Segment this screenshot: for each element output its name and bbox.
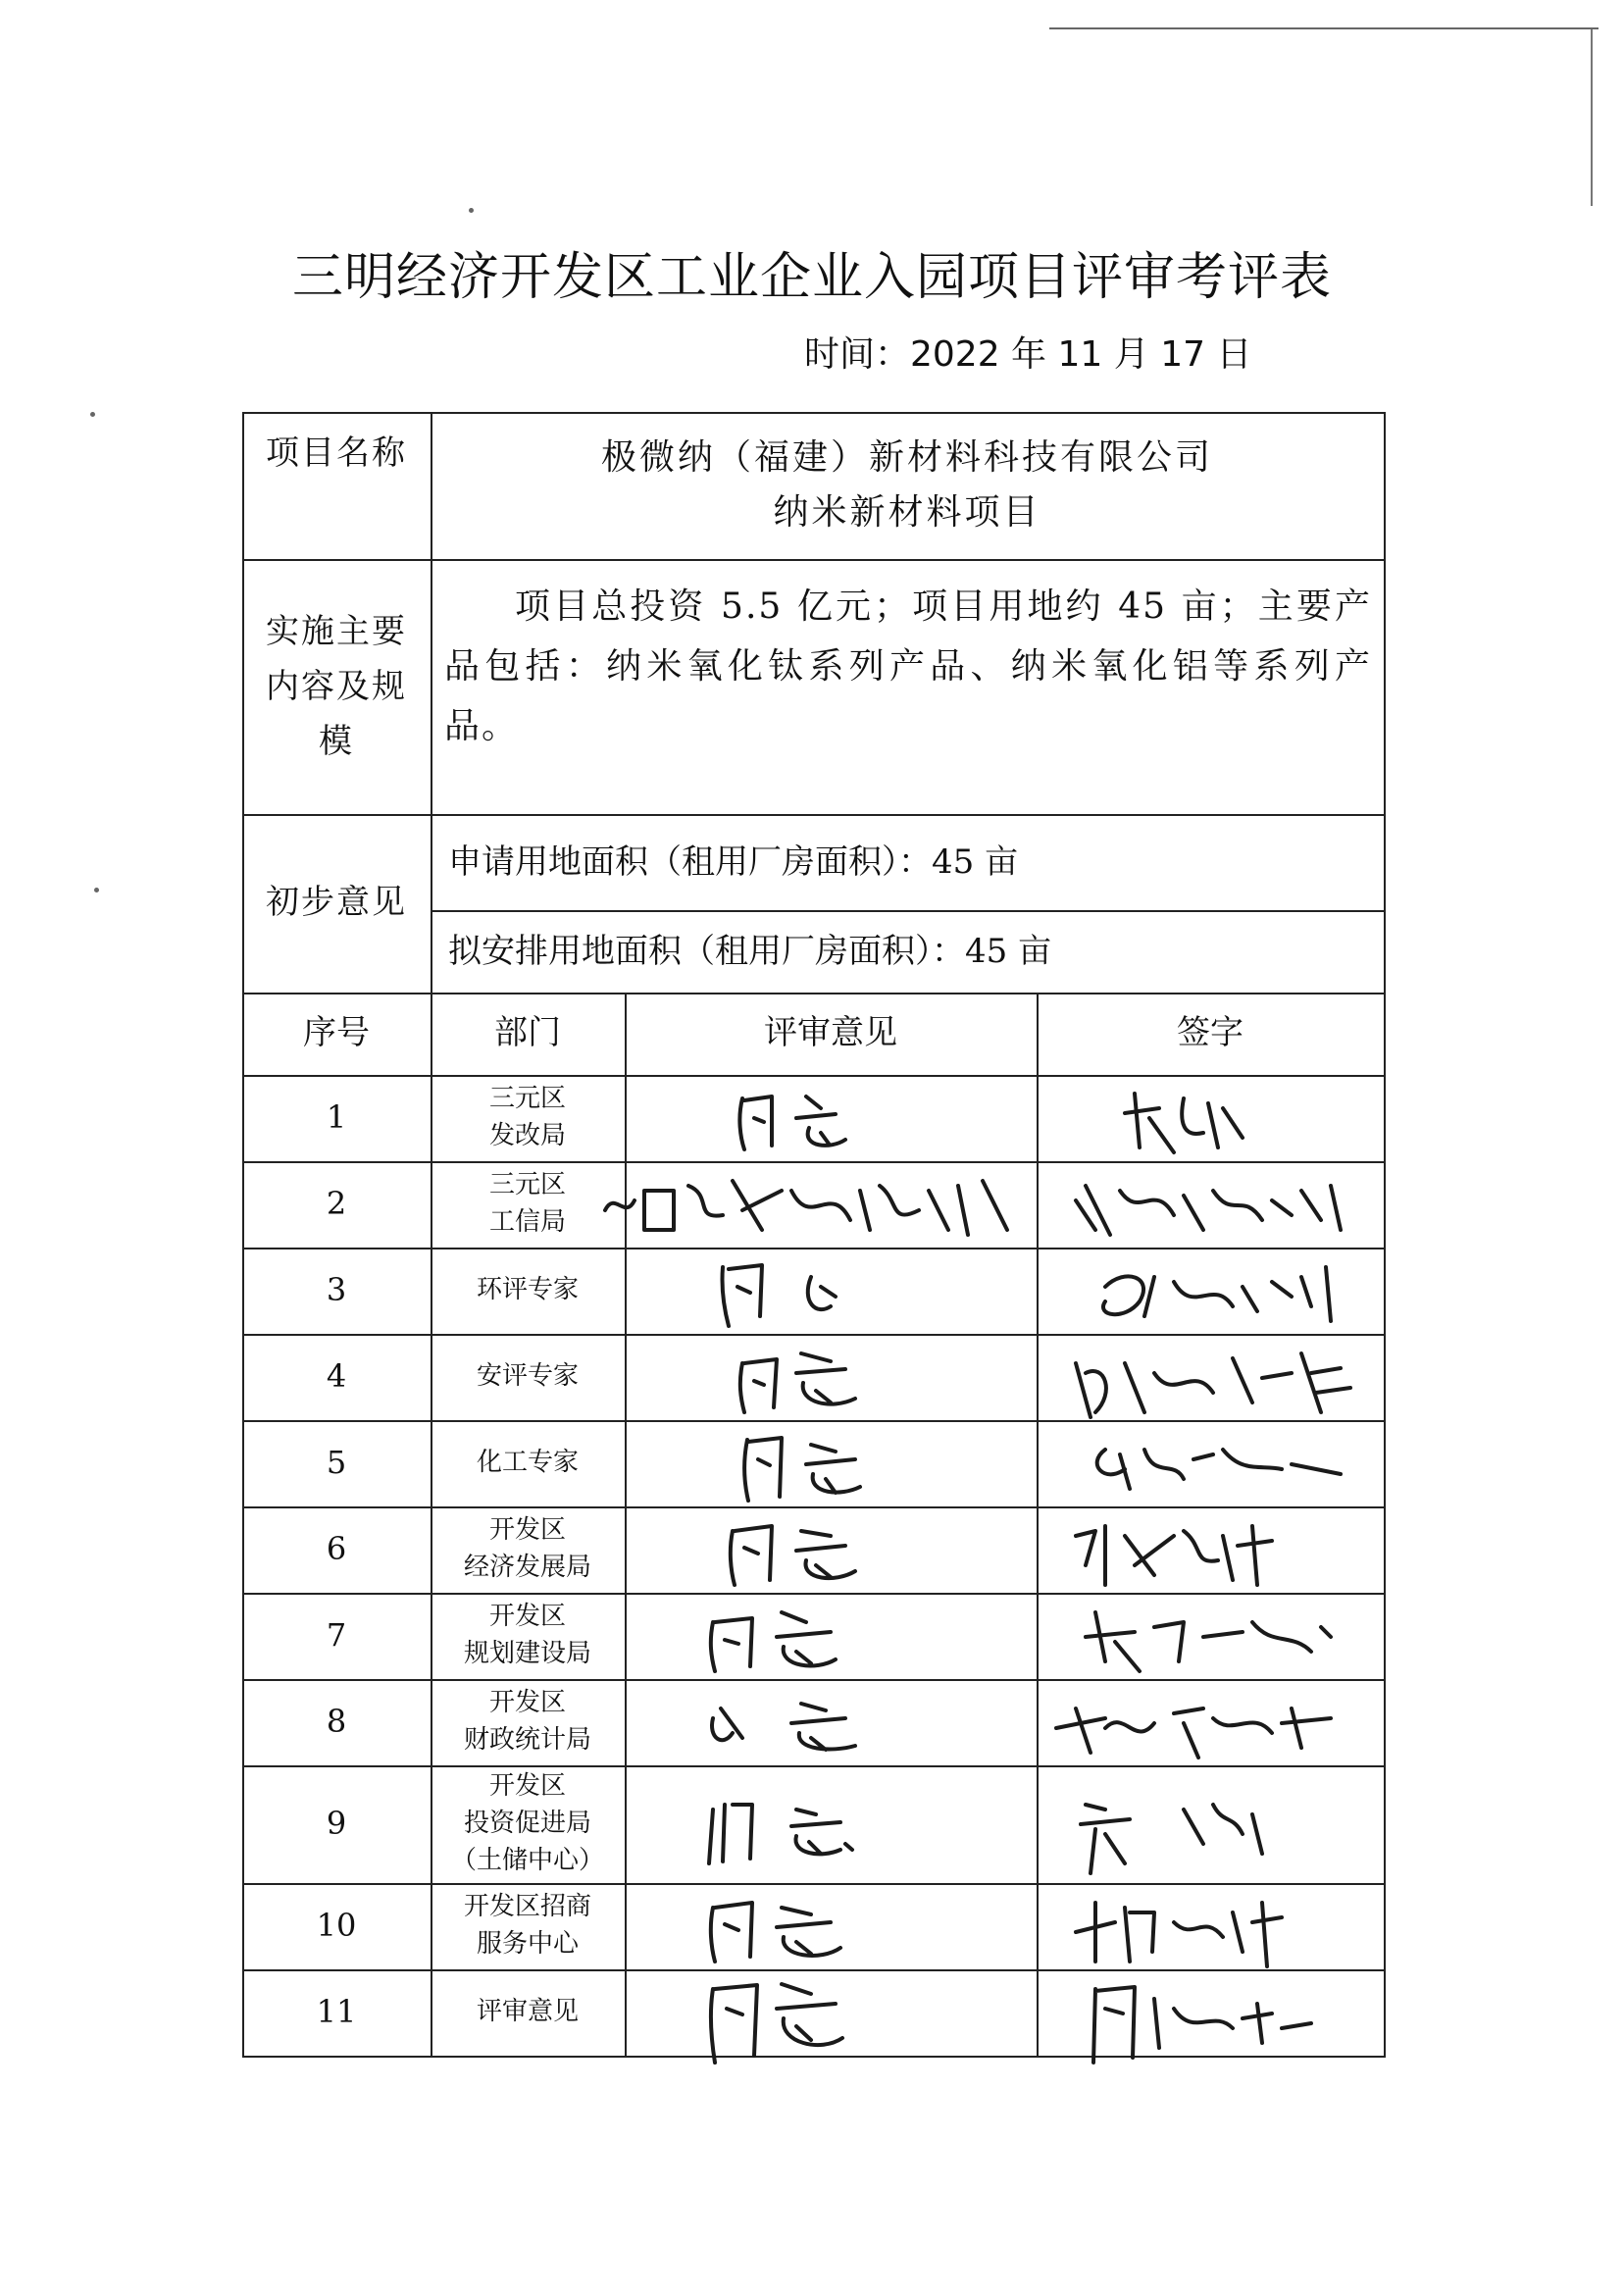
handwritten-opinion	[634, 1969, 1027, 2067]
row-no: 5	[326, 1444, 347, 1482]
row-dept: 开发区 规划建设局	[463, 1602, 591, 1668]
handwritten-opinion	[634, 1248, 1027, 1334]
handwritten-opinion	[634, 1506, 1027, 1593]
scan-speck	[469, 208, 474, 213]
handwritten-opinion	[634, 1420, 1027, 1506]
project-name	[431, 412, 1384, 559]
handwritten-opinion	[634, 1679, 1027, 1765]
handwritten-signature	[1046, 1969, 1380, 2067]
header-opinion: 评审意见	[764, 1013, 897, 1053]
header-dept: 部门	[494, 1013, 561, 1053]
handwritten-signature	[1046, 1679, 1380, 1765]
handwritten-signature	[1046, 1420, 1380, 1506]
row-no: 7	[326, 1616, 347, 1655]
scope-label: 实施主要内容及规模	[266, 611, 407, 762]
row-no: 11	[316, 1993, 357, 2031]
scan-edge-line-vertical	[1591, 29, 1593, 206]
row-no: 6	[326, 1530, 347, 1568]
row-dept: 化工专家	[476, 1448, 579, 1478]
row-dept: 开发区招商 服务中心	[463, 1892, 591, 1959]
row-no: 8	[326, 1703, 347, 1741]
row-dept: 开发区 财政统计局	[463, 1688, 591, 1755]
handwritten-signature	[1046, 1593, 1380, 1679]
row-dept: 开发区 投资促进局 （土储中心）	[450, 1771, 604, 1875]
row-dept: 评审意见	[476, 1997, 579, 2027]
row-no: 4	[326, 1357, 347, 1396]
applied-area: 申请用地面积（租用厂房面积）：45 亩	[448, 841, 1019, 882]
handwritten-opinion	[634, 1883, 1027, 1969]
scope-text: 项目总投资 5.5 亿元；项目用地约 45 亩；主要产品包括：纳米氧化钛系列产品、纳米氧化铝等系列产品。	[444, 586, 1372, 747]
header-sign: 签字	[1177, 1013, 1243, 1053]
project-name-line1: 极微纳（福建）新材料科技有限公司	[600, 437, 1213, 479]
header-no: 序号	[303, 1013, 370, 1053]
handwritten-opinion	[595, 1161, 1037, 1248]
row-no: 3	[326, 1271, 347, 1309]
handwritten-signature	[1046, 1765, 1380, 1883]
row-no: 9	[326, 1805, 347, 1843]
handwritten-opinion	[634, 1334, 1027, 1420]
handwritten-opinion	[634, 1765, 1027, 1883]
handwritten-signature	[1046, 1334, 1380, 1420]
handwritten-opinion	[634, 1079, 1027, 1161]
handwritten-signature	[1046, 1161, 1380, 1248]
scan-speck	[90, 412, 95, 417]
project-name-label: 项目名称	[266, 433, 407, 473]
handwritten-opinion	[634, 1593, 1027, 1679]
planned-area: 拟安排用地面积（租用厂房面积）：45 亩	[448, 931, 1052, 971]
preliminary-label: 初步意见	[266, 883, 407, 923]
row-dept: 环评专家	[476, 1275, 579, 1305]
row-dept: 三元区 发改局	[488, 1084, 566, 1150]
row-dept: 安评专家	[476, 1361, 579, 1392]
project-name-line2: 纳米新材料项目	[773, 492, 1041, 533]
document-title: 三明经济开发区工业企业入园项目评审考评表	[291, 248, 1332, 307]
scan-speck	[94, 888, 99, 892]
row-dept: 三元区 工信局	[488, 1170, 566, 1237]
handwritten-signature	[1046, 1248, 1380, 1334]
scan-edge-line	[1049, 27, 1599, 29]
review-form-table	[242, 412, 1386, 2056]
row-dept: 开发区 经济发展局	[463, 1515, 591, 1582]
row-no: 1	[326, 1098, 347, 1137]
handwritten-signature	[1046, 1079, 1380, 1161]
row-no: 10	[316, 1907, 357, 1945]
handwritten-signature	[1046, 1883, 1380, 1969]
row-no: 2	[326, 1185, 347, 1223]
handwritten-signature	[1046, 1506, 1380, 1593]
document-date: 时间：2022 年 11 月 17 日	[804, 334, 1252, 375]
